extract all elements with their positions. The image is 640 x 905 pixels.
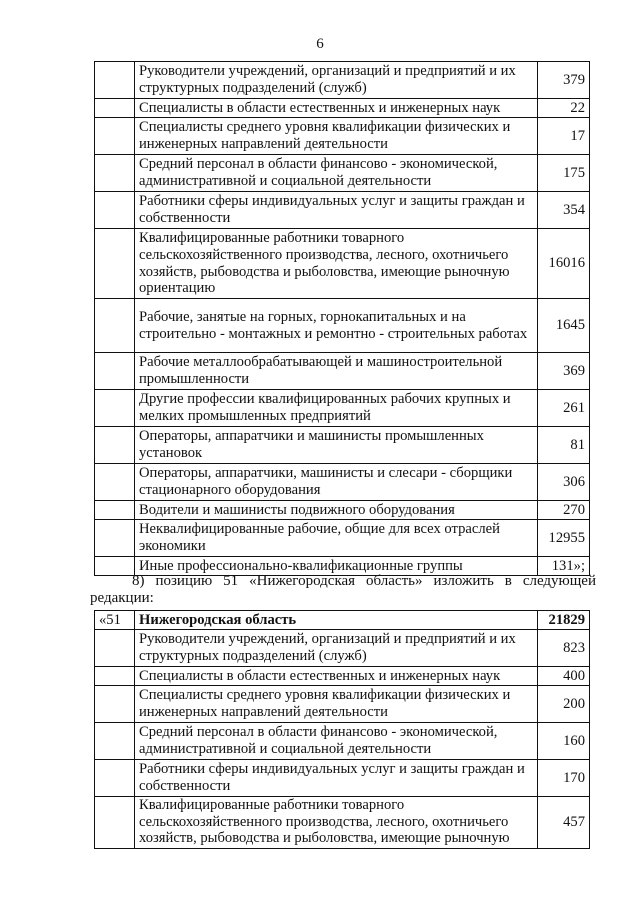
- quota-value-cell: 81: [538, 427, 590, 464]
- quota-value-cell: 379: [538, 62, 590, 99]
- table-row: [95, 118, 590, 155]
- occupation-name-cell: Операторы, аппаратчики, машинисты и слесари - сборщики стационарного оборудования: [135, 464, 538, 501]
- quota-value-cell: 369: [538, 353, 590, 390]
- quota-value-cell: 200: [538, 686, 590, 723]
- nizhny-novgorod-table: [94, 610, 590, 849]
- occupation-name-cell: Специалисты в области естественных и инженерных наук: [135, 99, 538, 118]
- quota-value-cell: 823: [538, 630, 590, 667]
- occupation-name-cell: Работники сферы индивидуальных услуг и защиты граждан и собственности: [135, 192, 538, 229]
- occupation-name-cell: Иные профессионально-квалификационные группы: [135, 557, 538, 576]
- code-cell: [95, 62, 135, 99]
- region-total-cell: 21829: [538, 611, 590, 630]
- table-row: [95, 229, 590, 299]
- table-row: [95, 155, 590, 192]
- code-cell: [95, 797, 135, 849]
- code-cell: [95, 427, 135, 464]
- code-cell: [95, 464, 135, 501]
- table-row: [95, 62, 590, 99]
- region-code-cell: «51: [95, 611, 135, 630]
- table-header-row: [95, 611, 590, 630]
- table-row: [95, 353, 590, 390]
- quota-value-cell: 22: [538, 99, 590, 118]
- occupation-name-cell: Специалисты среднего уровня квалификации физических и инженерных направлений деятельности: [135, 686, 538, 723]
- quota-value-cell: 270: [538, 501, 590, 520]
- code-cell: [95, 353, 135, 390]
- table-row: [95, 192, 590, 229]
- occupation-name-cell: Специалисты в области естественных и инженерных наук: [135, 667, 538, 686]
- occupation-name-cell: Руководители учреждений, организаций и предприятий и их структурных подразделений (служб): [135, 630, 538, 667]
- table-row: [95, 760, 590, 797]
- quota-value-cell: 170: [538, 760, 590, 797]
- occupation-name-cell: Рабочие металлообрабатывающей и машиностроительной промышленности: [135, 353, 538, 390]
- occupation-name-cell: Специалисты среднего уровня квалификации физических и инженерных направлений деятельности: [135, 118, 538, 155]
- occupation-name-cell: Водители и машинисты подвижного оборудования: [135, 501, 538, 520]
- code-cell: [95, 192, 135, 229]
- table-row: [95, 797, 590, 849]
- code-cell: [95, 299, 135, 353]
- code-cell: [95, 760, 135, 797]
- quota-value-cell: 261: [538, 390, 590, 427]
- quota-value-cell: 457: [538, 797, 590, 849]
- occupation-name-cell: Квалифицированные работники товарного сельскохозяйственного производства, лесного, охотничьего хозяйств, рыбоводства и рыболовства, имеющие рыночную ориентацию: [135, 229, 538, 299]
- code-cell: [95, 155, 135, 192]
- quota-value-cell: 354: [538, 192, 590, 229]
- table-row: [95, 299, 590, 353]
- occupation-name-cell: Средний персонал в области финансово - экономической, административной и социальной деятельности: [135, 155, 538, 192]
- table-row: [95, 520, 590, 557]
- occupation-name-cell: Руководители учреждений, организаций и предприятий и их структурных подразделений (служб): [135, 62, 538, 99]
- occupation-name-cell: Квалифицированные работники товарного сельскохозяйственного производства, лесного, охотничьего хозяйств, рыбоводства и рыболовства, имеющие рыночную: [135, 797, 538, 849]
- code-cell: [95, 501, 135, 520]
- quota-value-cell: 160: [538, 723, 590, 760]
- code-cell: [95, 229, 135, 299]
- table-row: [95, 667, 590, 686]
- table-row: [95, 723, 590, 760]
- quota-value-cell: 131»;: [538, 557, 590, 576]
- code-cell: [95, 390, 135, 427]
- code-cell: [95, 667, 135, 686]
- code-cell: [95, 686, 135, 723]
- quota-value-cell: 1645: [538, 299, 590, 353]
- quota-value-cell: 17: [538, 118, 590, 155]
- table-row: [95, 501, 590, 520]
- occupation-name-cell: Средний персонал в области финансово - экономической, административной и социальной деятельности: [135, 723, 538, 760]
- page-number: 6: [316, 36, 324, 52]
- occupation-name-cell: Другие профессии квалифицированных рабочих крупных и мелких промышленных предприятий: [135, 390, 538, 427]
- table-row: [95, 630, 590, 667]
- quota-value-cell: 16016: [538, 229, 590, 299]
- code-cell: [95, 118, 135, 155]
- quota-value-cell: 306: [538, 464, 590, 501]
- quota-value-cell: 400: [538, 667, 590, 686]
- quota-value-cell: 12955: [538, 520, 590, 557]
- occupation-name-cell: Операторы, аппаратчики и машинисты промышленных установок: [135, 427, 538, 464]
- occupation-table-continued: [94, 61, 590, 576]
- code-cell: [95, 520, 135, 557]
- occupation-name-cell: Рабочие, занятые на горных, горнокапитальных и на строительно - монтажных и ремонтно - строительных работах: [135, 299, 538, 353]
- table-row: [95, 99, 590, 118]
- amendment-paragraph: 8) позицию 51 «Нижегородская область» изложить в следующей редакции:: [90, 573, 596, 606]
- occupation-name-cell: Неквалифицированные рабочие, общие для всех отраслей экономики: [135, 520, 538, 557]
- code-cell: [95, 723, 135, 760]
- code-cell: [95, 630, 135, 667]
- table-row: [95, 427, 590, 464]
- code-cell: [95, 99, 135, 118]
- region-name-cell: Нижегородская область: [135, 611, 538, 630]
- table-row: [95, 686, 590, 723]
- quota-value-cell: 175: [538, 155, 590, 192]
- occupation-name-cell: Работники сферы индивидуальных услуг и защиты граждан и собственности: [135, 760, 538, 797]
- table-row: [95, 464, 590, 501]
- table-row: [95, 390, 590, 427]
